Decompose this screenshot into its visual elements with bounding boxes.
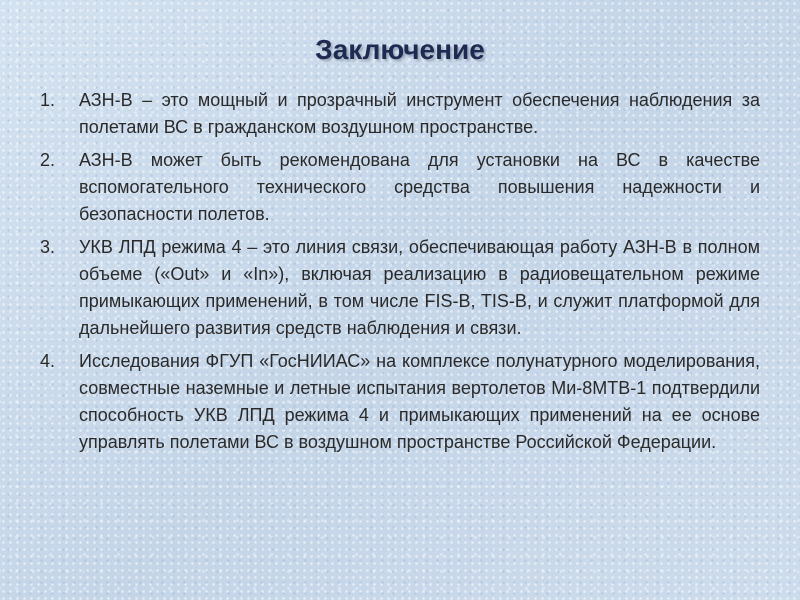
list-item-text: Исследования ФГУП «ГосНИИАС» на комплексе полунатурного моделирования, совместные наземные и летные испытания вертолетов Ми-8МТВ-1 подтвердили способность УКВ ЛПД режима 4 и примыкающих применений на ее основе управлять полетами ВС в воздушном пространстве Российской Федерации. [79, 351, 760, 452]
list-item-number: 3. [40, 237, 56, 257]
list-item [40, 147, 760, 228]
list-item [40, 87, 760, 141]
slide-title: Заключение [315, 34, 485, 65]
list-item-text: АЗН-В может быть рекомендована для установки на ВС в качестве вспомогательного технического средства повышения надежности и безопасности полетов. [79, 150, 760, 224]
list-item [40, 348, 760, 456]
list-item-text: УКВ ЛПД режима 4 – это линия связи, обеспечивающая работу АЗН-В в полном объеме («Out» и «In»), включая реализацию в радиовещательном режиме примыкающих применений, в том числе FIS-B, TIS-B, и служит платформой для дальнейшего развития средств наблюдения и связи. [79, 237, 760, 338]
list-item-text: АЗН-В – это мощный и прозрачный инструмент обеспечения наблюдения за полетами ВС в гражданском воздушном пространстве. [79, 90, 760, 137]
list-item-number: 1. [40, 90, 56, 110]
list-item-number: 2. [40, 150, 56, 170]
list-item [40, 234, 760, 342]
list-item-number: 4. [40, 351, 56, 371]
conclusion-list [40, 87, 760, 462]
